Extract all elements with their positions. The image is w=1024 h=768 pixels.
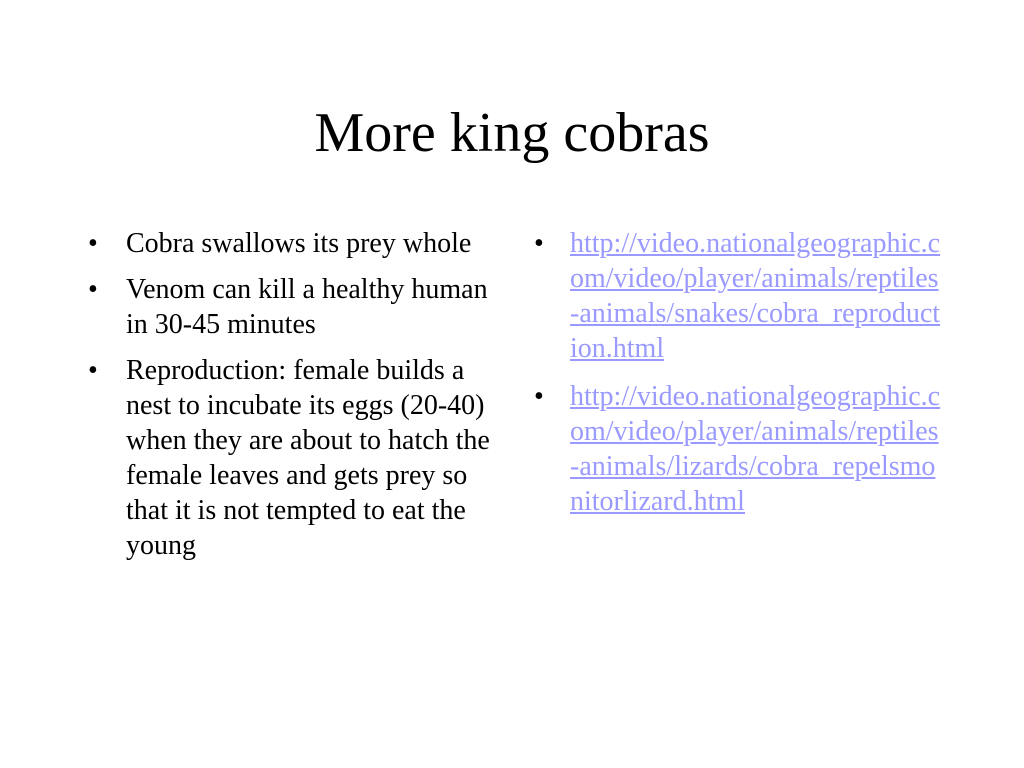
bullet-icon: • — [534, 228, 544, 259]
bullet-icon: • — [88, 228, 98, 259]
slide-title: More king cobras — [314, 102, 710, 164]
left-bullet-list — [88, 226, 498, 574]
video-link[interactable]: http://video.nationalgeographic.com/video/player/animals/reptiles-animals/lizards/cobra_repelsmonitorlizard.html — [570, 381, 941, 517]
list-item-text: Venom can kill a healthy human in 30-45 minutes — [126, 274, 488, 340]
list-item — [534, 379, 944, 519]
video-link[interactable]: http://video.nationalgeographic.com/video/player/animals/reptiles-animals/snakes/cobra_reproduction.html — [570, 228, 941, 364]
list-item-text: Reproduction: female builds a nest to incubate its eggs (20-40) when they are about to hatch the female leaves and gets prey so that it is not tempted to eat the young — [126, 355, 490, 561]
bullet-icon: • — [88, 274, 98, 305]
list-item — [88, 353, 498, 563]
list-item — [88, 272, 498, 342]
list-item-text: Cobra swallows its prey whole — [126, 228, 472, 259]
right-link-list — [534, 226, 944, 532]
bullet-icon: • — [88, 355, 98, 386]
list-item — [534, 226, 944, 366]
list-item — [88, 226, 498, 261]
bullet-icon: • — [534, 381, 544, 412]
